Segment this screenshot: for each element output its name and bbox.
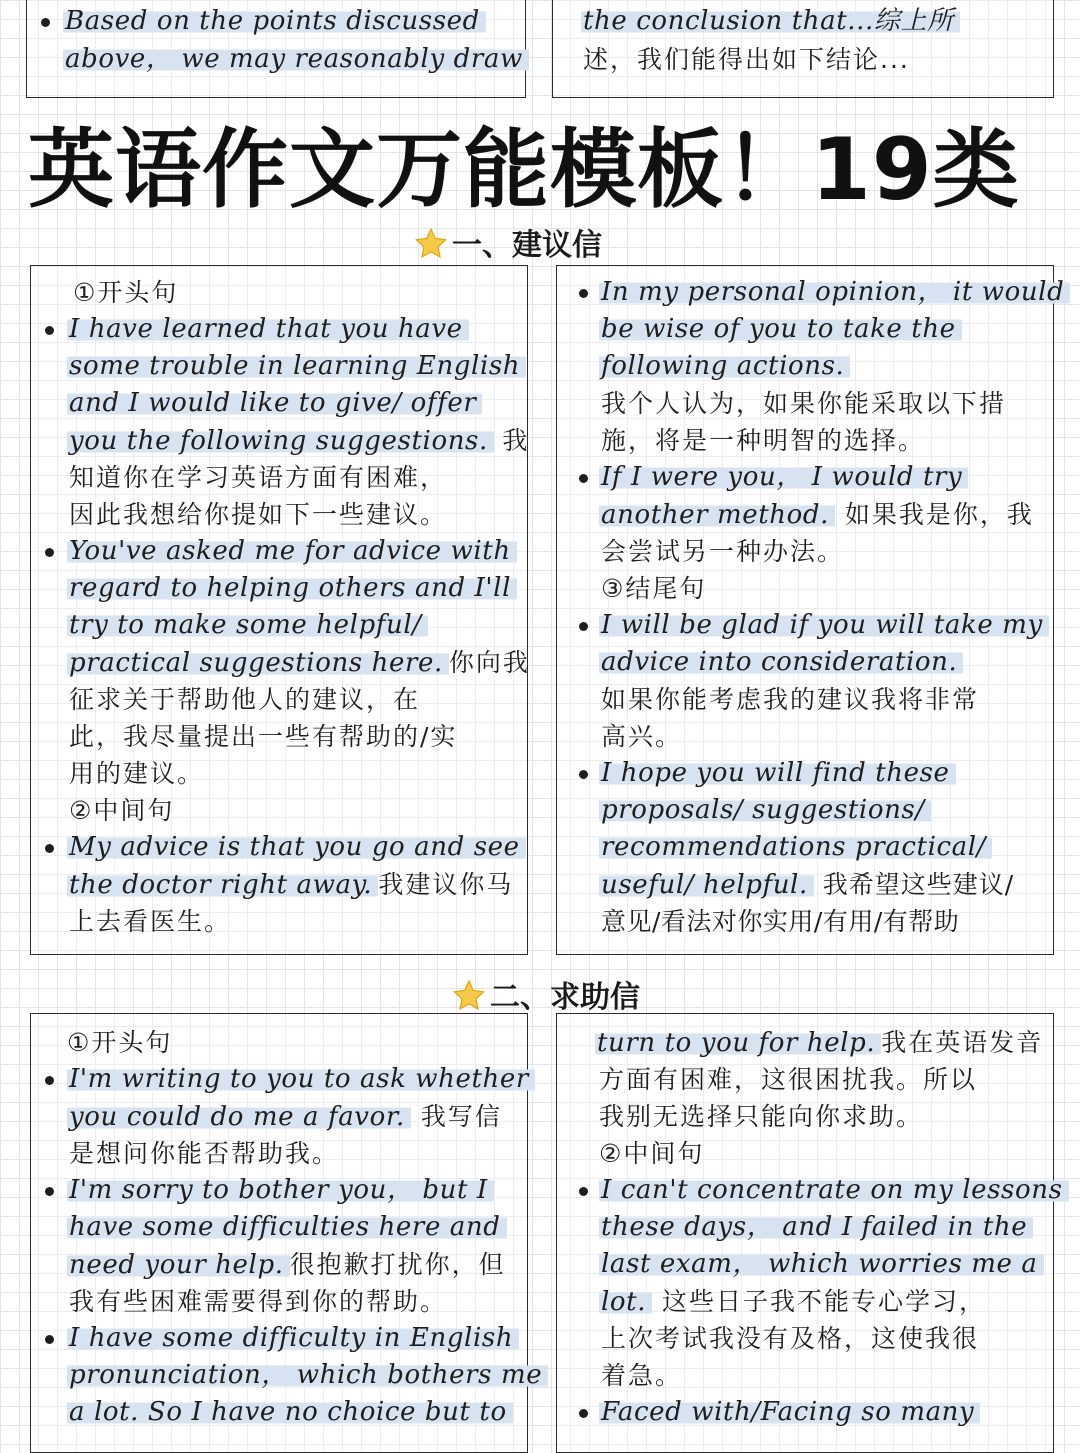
text-line: 我个人认为，如果你能采取以下措 [601, 389, 1007, 418]
text-line: I will be glad if you will take my [599, 607, 1049, 644]
text-line: In my personal opinion， it would [599, 274, 1070, 311]
label-opening: ①开头句 [67, 1028, 173, 1057]
bullet-dot [45, 1076, 54, 1085]
advice-letter-right-box [556, 265, 1065, 955]
text-line: I hope you will find these [599, 755, 956, 792]
text-line: Faced with/Facing so many [599, 1394, 980, 1431]
text-line: try to make some helpful/ [67, 607, 428, 644]
text-line: 知道你在学习英语方面有困难， [69, 463, 448, 492]
bullet-dot [579, 289, 588, 298]
text-line: be wise of you to take the [599, 311, 962, 348]
label-opening: ①开头句 [73, 278, 179, 307]
text-line: some trouble in learning English [67, 348, 526, 385]
text-line: lot. 这些日子我不能专心学习， [601, 1287, 987, 1317]
text-line: pronunciation， which bothers me [67, 1357, 548, 1394]
text-line: advice into consideration. [599, 644, 963, 681]
text-line: last exam， which worries me a [599, 1246, 1044, 1283]
text-line: 用的建议。 [69, 759, 205, 788]
text-line: you the following suggestions. 我 [69, 426, 529, 456]
text-line: need your help. 很抱歉打扰你，但 [69, 1250, 506, 1280]
bullet-dot [45, 1335, 54, 1344]
bullet-dot [579, 474, 588, 483]
bullet-dot [45, 548, 54, 557]
top-left-fragment-box [26, 0, 526, 98]
text-line: You've asked me for advice with [67, 533, 517, 570]
bullet-dot [45, 1187, 54, 1196]
text-line: I can't concentrate on my lessons [599, 1172, 1069, 1209]
text-line: following actions. [599, 348, 850, 385]
text-line: 上次考试我没有及格，这使我很 [601, 1324, 980, 1353]
label-middle: ②中间句 [599, 1139, 705, 1168]
top-right-fragment-box [552, 0, 1054, 98]
text-line: 我有些困难需要得到你的帮助。 [69, 1287, 448, 1316]
text-line: you could do me a favor. 我写信 [69, 1102, 502, 1132]
text-line: 如果你能考虑我的建议我将非常 [601, 685, 980, 714]
text-line: 此，我尽量提出一些有帮助的/实 [69, 722, 458, 751]
bullet-dot [45, 326, 54, 335]
text-line: 我别无选择只能向你求助。 [599, 1102, 924, 1131]
text-line: 意见/看法对你实用/有用/有帮助 [601, 907, 960, 936]
text-line: recommendations practical/ [599, 829, 992, 866]
text-line: another method. 如果我是你，我 [601, 500, 1034, 530]
bullet-dot [579, 1187, 588, 1196]
advice-letter-left-box [30, 265, 528, 955]
section-heading-1: 一、建议信 [414, 220, 602, 264]
text-line: 因此我想给你提如下一些建议。 [69, 500, 448, 529]
text-line: practical suggestions here. 你向我 [69, 648, 530, 678]
text-line: 施，将是一种明智的选择。 [601, 426, 926, 455]
help-letter-left-box [30, 1013, 543, 1453]
text-line: 会尝试另一种办法。 [601, 537, 845, 566]
text-line: I have learned that you have [67, 311, 469, 348]
bullet-dot [579, 1409, 588, 1418]
text-line: useful/ helpful. 我希望这些建议/ [601, 870, 1015, 900]
label-closing: ③结尾句 [601, 574, 707, 603]
section-heading-2: 二、求助信 [452, 972, 640, 1016]
text-line: 述，我们能得出如下结论... [583, 45, 910, 74]
page-title: 英语作文万能模板！19类 [28, 120, 1020, 220]
text-line: 着急。 [601, 1361, 683, 1390]
bullet-dot [579, 770, 588, 779]
text-line: Based on the points discussed [63, 3, 486, 40]
text-line: proposals/ suggestions/ [599, 792, 931, 829]
text-line: regard to helping others and I'll [67, 570, 517, 607]
text-line: If I were you， I would try [599, 459, 968, 496]
star-icon [414, 227, 448, 261]
text-line: I'm writing to you to ask whether [67, 1061, 535, 1098]
star-icon [452, 979, 486, 1013]
text-line: a lot. So I have no choice but to [67, 1394, 513, 1431]
text-line: 是想问你能否帮助我。 [69, 1139, 340, 1168]
text-line: these days， and I failed in the [599, 1209, 1033, 1246]
text-line: I have some difficulty in English [67, 1320, 519, 1357]
text-line: 上去看医生。 [69, 907, 232, 936]
help-letter-right-box [556, 1013, 1063, 1453]
bullet-dot [45, 844, 54, 853]
text-line: have some difficulties here and [67, 1209, 507, 1246]
text-line: 征求关于帮助他人的建议，在 [69, 685, 421, 714]
label-middle: ②中间句 [69, 796, 175, 825]
text-line: I'm sorry to bother you， but I [67, 1172, 494, 1209]
text-line: turn to you for help. 我在英语发音 [597, 1028, 1044, 1058]
bullet-dot [41, 18, 50, 27]
text-line: 方面有困难，这很困扰我。所以 [599, 1065, 978, 1094]
text-line: above， we may reasonably draw [63, 41, 529, 78]
bullet-dot [579, 622, 588, 631]
text-line: and I would like to give/ offer [67, 385, 482, 422]
text-line: My advice is that you go and see [67, 829, 526, 866]
text-line: the doctor right away. 我建议你马 [69, 870, 514, 900]
text-line: the conclusion that...综上所 [581, 3, 960, 40]
text-line: 高兴。 [601, 722, 683, 751]
